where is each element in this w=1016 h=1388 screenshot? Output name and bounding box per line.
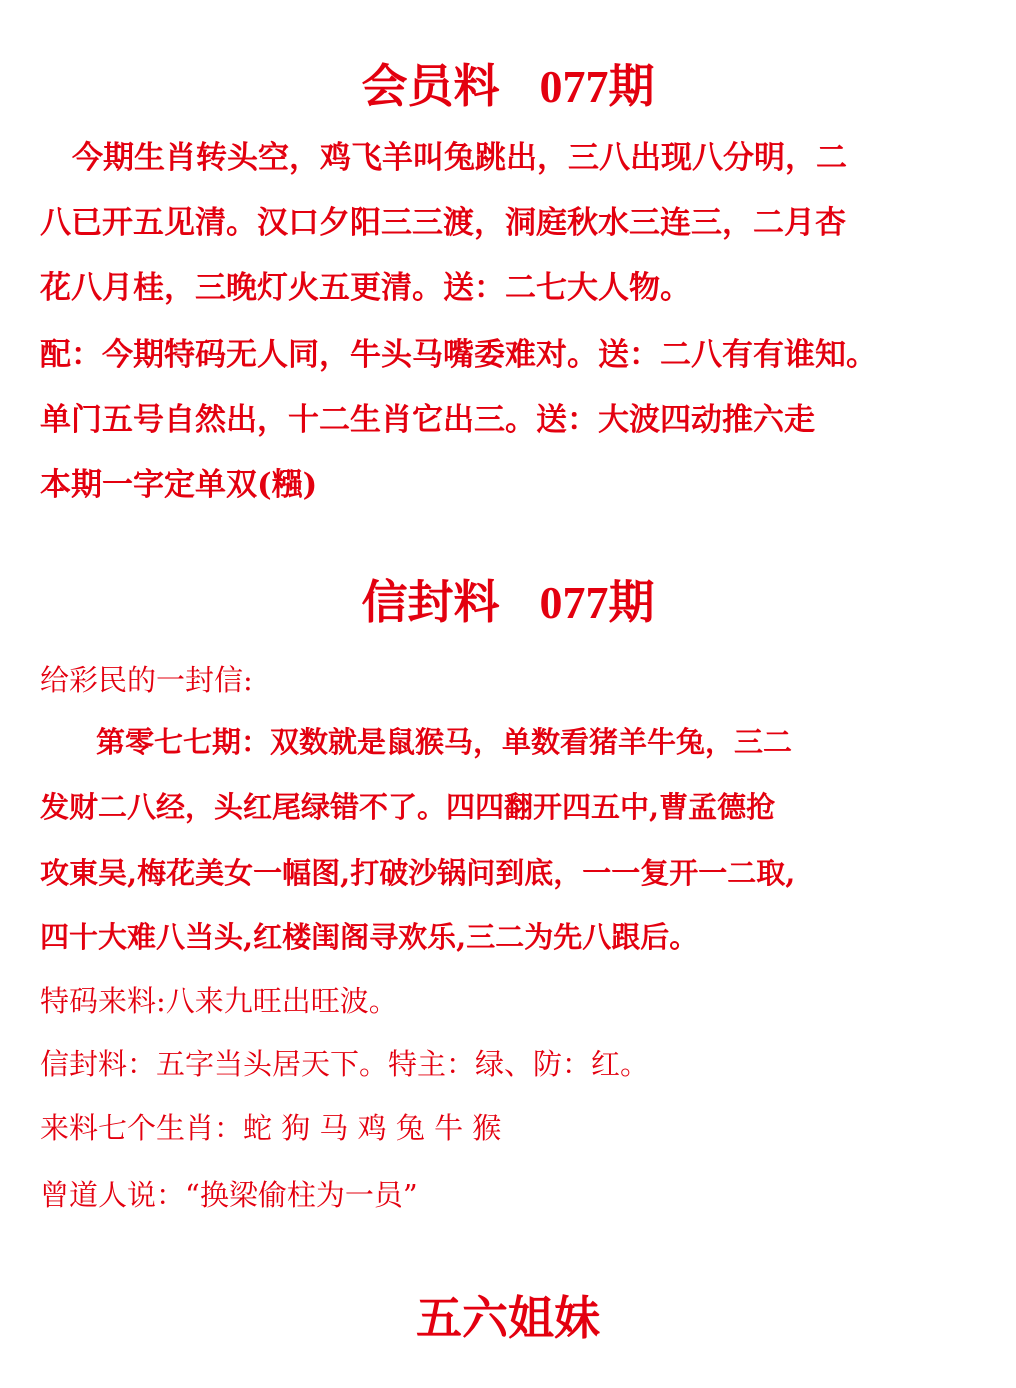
section1-title-name: 会员料 bbox=[361, 59, 500, 113]
section2-title-name: 信封料 bbox=[361, 575, 500, 629]
section1-line-6: 本期一字定单双(糨) bbox=[40, 467, 318, 503]
section1-line-2: 八已开五见清。汉口夕阳三三渡，洞庭秋水三连三，二月杏 bbox=[40, 205, 846, 241]
section1-title bbox=[0, 58, 1016, 115]
section1-line-4: 配：今期特码无人同，牛头马嘴委难对。送：二八有有谁知。 bbox=[40, 337, 877, 373]
section2-line-5: 四十大难八当头,红楼闺阁寻欢乐,三二为先八跟后。 bbox=[40, 920, 699, 954]
section2-line-6: 特码来料:八来九旺出旺波。 bbox=[40, 984, 398, 1018]
section2-line-8: 来料七个生肖：蛇 狗 马 鸡 兔 牛 猴 bbox=[40, 1111, 502, 1145]
section1-line-1: 今期生肖转头空，鸡飞羊叫兔跳出，三八出现八分明，二 bbox=[72, 140, 847, 176]
section2-line-1: 给彩民的一封信: bbox=[40, 663, 253, 697]
section3-title: 五六姐妹 bbox=[416, 1291, 600, 1345]
section2-title-issue: 077期 bbox=[539, 577, 655, 628]
section2-line-2: 第零七七期：双数就是鼠猴马，单数看猪羊牛兔，三二 bbox=[96, 725, 793, 759]
section2-line-7: 信封料：五字当头居天下。特主：绿、防：红。 bbox=[40, 1047, 650, 1081]
section1-line-3: 花八月桂，三晚灯火五更清。送：二七大人物。 bbox=[40, 270, 691, 306]
section2-line-9: 曾道人说：“换梁偷柱为一员” bbox=[40, 1178, 418, 1212]
section2-line-3: 发财二八经，头红尾绿错不了。四四翻开四五中,曹孟德抢 bbox=[40, 790, 776, 824]
section1-title-issue: 077期 bbox=[539, 61, 655, 112]
section2-title bbox=[0, 574, 1016, 631]
section2-line-4: 攻東吴,梅花美女一幅图,打破沙锅问到底，一一复开一二取, bbox=[40, 856, 796, 890]
section1-line-5: 单门五号自然出，十二生肖它出三。送：大波四动推六走 bbox=[40, 402, 815, 438]
